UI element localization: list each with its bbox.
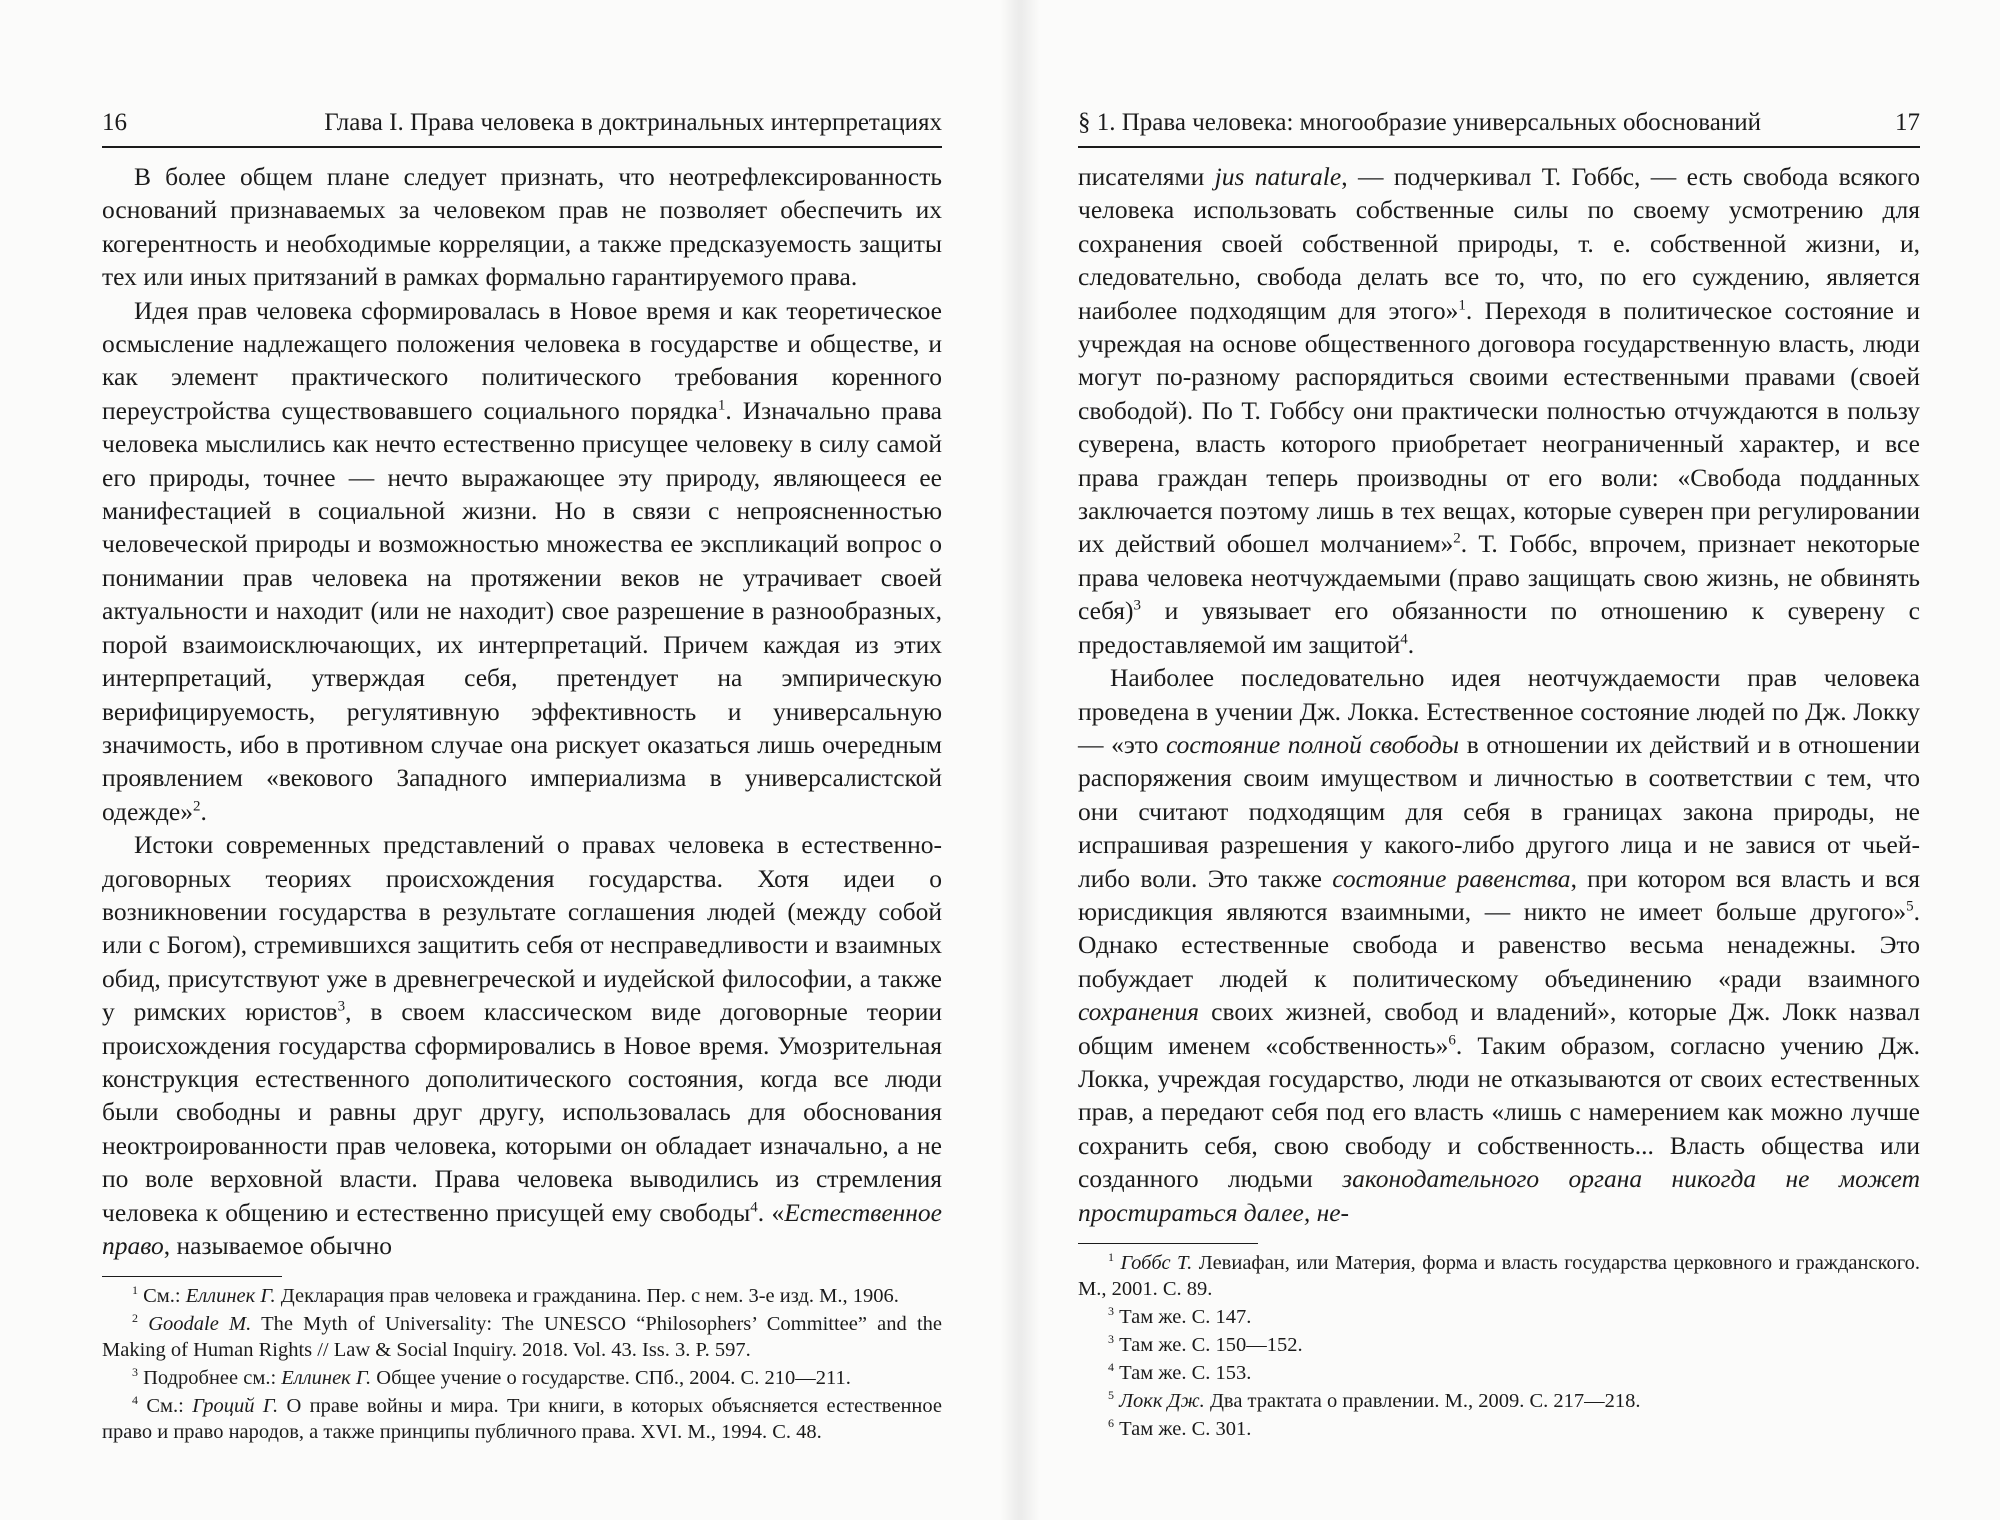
- running-head: [102, 108, 942, 148]
- italic-text: состояние равенства: [1332, 863, 1571, 893]
- text-run: , в своем классическом виде договорные теории происхождения государства сформировались в Новое время. Умозрительная конструкция естественного дополитического состояния, когда все люди были свободны и равны друг другу, использовалась для обоснования неоктроированности прав человека, которыми он обладает изначально, а не по воле верховной власти. Права человека выводились из стремления человека к общению и естественно присущей ему свободы: [102, 997, 943, 1227]
- footnote-ref: 3: [337, 998, 346, 1015]
- paragraph: [102, 828, 942, 1262]
- italic-text: Гоббс Т.: [1120, 1252, 1193, 1274]
- footnote: [102, 1365, 942, 1391]
- text-run: Идея прав человека сформировалась в Новое время и как теоретическое осмысление надлежащего положения человека в государстве и обществе, и как элемент практического политического требования коренного переустройства существовавшего социального порядка: [102, 295, 942, 425]
- footnote-rule: [1078, 1243, 1258, 1244]
- paragraph: [102, 294, 942, 829]
- paragraph: [1078, 661, 1920, 1229]
- italic-text: состояние полной свободы: [1166, 729, 1460, 759]
- footnote-ref: 6: [1108, 1416, 1114, 1431]
- text-run: Истоки современных представлений о правах человека в естественно-договорных теориях происхождения государства. Хотя идеи о возникновении государства в результате соглашения людей (между собой или с Богом), стремившихся защитить себя от несправедливости и взаимных обид, присутствуют уже в древнегреческой и иудейской философии, а также у римских юристов: [102, 830, 942, 1027]
- footnotes: [1078, 1250, 1920, 1442]
- text-run: .: [1407, 629, 1415, 659]
- footnote-ref: 4: [1108, 1360, 1114, 1375]
- paragraph: [1078, 160, 1920, 661]
- italic-text: Еллинек Г.: [281, 1367, 372, 1390]
- paragraph: [102, 160, 942, 294]
- text-run: , — подчеркивал Т. Гоббс, — есть свобода всякого человека использовать собственные силы по своему усмотрению для сохранения своей собственной природы, т. е. собственной жизни, и, следовательно, свобода делать все то, что, по его суждению, является наиболее подходящим для этого»: [1078, 162, 1920, 325]
- footnote-ref: 3: [1108, 1332, 1114, 1347]
- footnote-ref: 3: [132, 1365, 138, 1380]
- text-run: в отношении их действий и в отношении распоряжения своим имуществом и личностью в соответствии с тем, что они считают подходящим для себя в границах закона природы, не испрашивая разрешения у какого-либо другого лица и не завися от чьей-либо воли. Это также: [1078, 729, 1920, 893]
- italic-text: Goodale M.: [148, 1313, 252, 1336]
- running-head: [1078, 108, 1920, 148]
- left-page: [102, 108, 942, 1447]
- text-run: Там же. С. 150—152.: [1114, 1334, 1303, 1356]
- italic-text: Локк Дж.: [1119, 1390, 1205, 1412]
- footnote-ref: 3: [1133, 597, 1142, 614]
- text-run: См.:: [138, 1285, 186, 1308]
- text-run: , при котором вся власть и вся юрисдикция являются взаимными, — никто не имеет больше другого»: [1078, 863, 1920, 926]
- text-run: , называемое обычно: [163, 1231, 392, 1260]
- text-run: своих жизней, свобод и владений», которые Дж. Локк назвал общим именем «собственность»: [1078, 997, 1920, 1060]
- text-run: Левиафан, или Материя, форма и власть государства церковного и гражданского. М., 2001. С. 89.: [1078, 1252, 1921, 1300]
- footnote: [102, 1393, 942, 1445]
- italic-text: Гроций Г.: [192, 1395, 279, 1418]
- gutter-shadow: [1000, 0, 1040, 1520]
- text-run: Наиболее последовательно идея неотчуждаемости прав человека проведена в учении Дж. Локка. Естественное состояние людей по Дж. Локку — «это: [1078, 663, 1920, 759]
- text-run: Декларация прав человека и гражданина. Пер. с нем. 3-е изд. М., 1906.: [275, 1285, 899, 1308]
- footnote-ref: 1: [717, 397, 726, 414]
- footnote-ref: 2: [192, 798, 201, 815]
- footnote-ref: 2: [1453, 530, 1461, 547]
- text-run: .: [200, 796, 207, 826]
- footnote: [102, 1311, 942, 1363]
- italic-text: сохранения: [1078, 997, 1199, 1027]
- text-run: [138, 1313, 148, 1335]
- text-run: . Однако естественные свобода и равенство весьма ненадежны. Это побуждает людей к политическому объединению «ради взаимного: [1078, 896, 1920, 993]
- text-run: . Изначально права человека мыслились как нечто естественно присущее человеку в силу самой его природы, точнее — нечто выражающее эту природу, являющееся ее манифестацией в социальной жизни. Но в связи с непроясненностью человеческой природы и возможностью множества ее экспликаций вопрос о понимании прав человека на протяжении веков не утрачивает своей актуальности и находит (или не находит) свое разрешение в разнообразных, порой взаимоисключающих, их интерпретаций. Причем каждая из этих интерпретаций, утверждая себя, претендует на эмпирическую верифицируемость, регулятивную эффективность и универсальную значимость, ибо в противном случае она рискует оказаться лишь очередным проявлением «векового Западного империализма в универсалистской одежде»: [102, 395, 942, 826]
- footnote: [102, 1283, 942, 1309]
- text-run: В более общем плане следует признать, что неотрефлексированность оснований признаваемых за человеком прав не позволяет обеспечить их когерентность и необходимые корреляции, а также предсказуемость защиты тех или иных притязаний в рамках формально гарантируемого права.: [102, 162, 942, 292]
- italic-text: Естественное право: [102, 1197, 942, 1260]
- footnote-ref: 1: [1108, 1250, 1114, 1265]
- footnote-ref: 2: [132, 1311, 138, 1326]
- footnote: [1078, 1250, 1920, 1302]
- section-title: § 1. Права человека: многообразие универсальных обоснований: [1078, 109, 1761, 136]
- body-text: [102, 160, 942, 1262]
- text-run: Там же. С. 147.: [1114, 1306, 1252, 1328]
- text-run: The Myth of Universality: The UNESCO “Philosophers’ Committee” and the Making of Human Rights // Law & Social Inquiry. 2018. Vol. 43. Iss. 3. P. 597.: [102, 1313, 943, 1362]
- italic-text: законодательного органа никогда не может простираться далее, не-: [1078, 1164, 1920, 1227]
- footnote: [1078, 1388, 1920, 1414]
- chapter-title: Глава I. Права человека в доктринальных интерпретациях: [324, 109, 942, 136]
- footnotes: [102, 1283, 942, 1445]
- footnote: [1078, 1304, 1920, 1330]
- footnote: [1078, 1416, 1920, 1442]
- text-run: Там же. С. 301.: [1114, 1418, 1252, 1440]
- text-run: и увязывает его обязанности по отношению к суверену с предоставляемой им защитой: [1078, 596, 1920, 659]
- text-run: Там же. С. 153.: [1114, 1362, 1252, 1384]
- text-run: Два трактата о правлении. М., 2009. С. 217—218.: [1204, 1390, 1641, 1412]
- footnote-ref: 1: [1458, 297, 1466, 314]
- text-run: Подробнее см.:: [138, 1367, 282, 1390]
- footnote: [1078, 1360, 1920, 1386]
- text-run: О праве войны и мира. Три книги, в которых объясняется естественное право и право народов, а также принципы публичного права. XVI. М., 1994. С. 48.: [102, 1395, 942, 1444]
- footnote-ref: 5: [1906, 898, 1914, 915]
- text-run: . «: [757, 1197, 785, 1227]
- italic-text: jus naturale: [1214, 162, 1342, 191]
- footnote-rule: [102, 1276, 282, 1277]
- footnote-ref: 1: [132, 1283, 138, 1298]
- footnote-ref: 4: [750, 1199, 758, 1216]
- text-run: См.:: [138, 1395, 193, 1418]
- text-run: . Переходя в политическое состояние и учреждая на основе общественного договора государственную власть, люди могут по-разному распорядиться своими естественными правами (своей свободой). По Т. Гоббсу они практически полностью отчуждаются в пользу суверена, власть которого приобретает неограниченный характер, и все права граждан теперь производны от его воли: «Свобода подданных заключается поэтому лишь в тех вещах, которые суверен при регулировании их действий обошел молчанием»: [1078, 295, 1921, 559]
- text-run: . Т. Гоббс, впрочем, признает некоторые права человека неотчуждаемыми (право защищать свою жизнь, не обвинять себя): [1078, 529, 1920, 626]
- page-number: 16: [102, 109, 127, 136]
- italic-text: Еллинек Г.: [185, 1285, 276, 1308]
- page-number: 17: [1895, 109, 1920, 136]
- text-run: . Таким образом, согласно учению Дж. Локка, учреждая государство, люди не отказываются от своих естественных прав, а передают себя под его власть «лишь с намерением как можно лучше сохранить себя, свою свободу и собственность... Власть общества или созданного людьми: [1078, 1030, 1920, 1194]
- footnote-ref: 3: [1108, 1304, 1114, 1319]
- text-run: Общее учение о государстве. СПб., 2004. С. 210—211.: [371, 1367, 851, 1390]
- right-page: [1078, 108, 1920, 1444]
- body-text: [1078, 160, 1920, 1229]
- footnote-ref: 4: [132, 1393, 138, 1408]
- footnote-ref: 4: [1400, 631, 1408, 648]
- footnote: [1078, 1332, 1920, 1358]
- footnote-ref: 5: [1108, 1388, 1114, 1403]
- text-run: писателями: [1078, 162, 1215, 191]
- footnote-ref: 6: [1448, 1032, 1456, 1049]
